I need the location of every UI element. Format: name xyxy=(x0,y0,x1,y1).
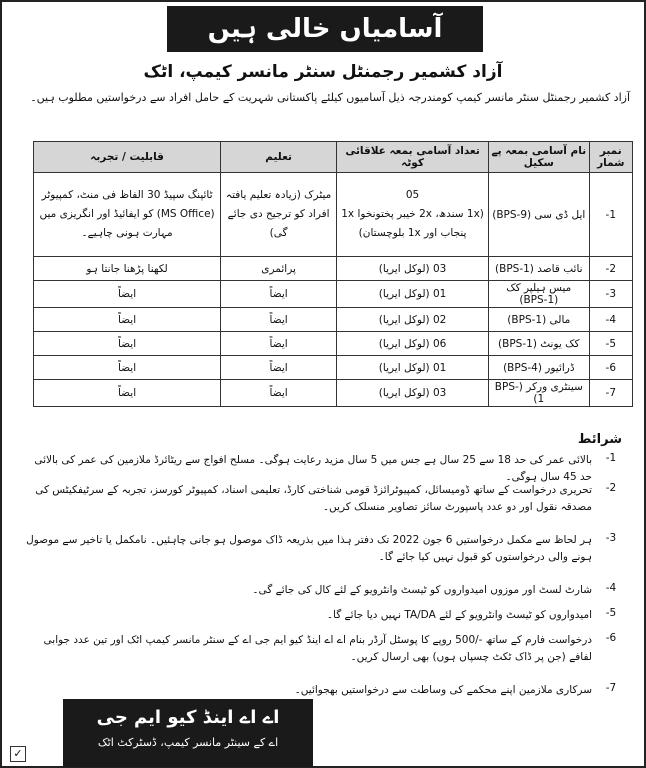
table-row xyxy=(34,257,633,281)
row-education: ایضاً xyxy=(221,380,337,407)
condition-item xyxy=(22,532,630,582)
table-row xyxy=(34,380,633,407)
row-education: میٹرک (زیادہ تعلیم یافتہ افراد کو ترجیح دی جائے گی) xyxy=(221,173,337,257)
footer-title: اے اے اینڈ کیو ایم جی xyxy=(96,707,280,728)
row-serial: -5 xyxy=(589,332,632,356)
row-education: ایضاً xyxy=(221,356,337,380)
vacancies-banner: آسامیاں خالی ہیں xyxy=(167,6,483,52)
row-post: مالی (BPS-1) xyxy=(489,308,590,332)
header-serial: نمبر شمار xyxy=(589,142,632,173)
condition-text: سرکاری ملازمین اپنے محکمے کی وساطت سے درخواستیں بھجوائیں۔ xyxy=(294,684,592,696)
footer-address: اے کے سینٹر مانسر کیمپ، ڈسٹرکٹ اٹک xyxy=(97,736,279,749)
condition-text: بالائی عمر کی حد 18 سے 25 سال ہے جس میں 5 سال مزید رعایت ہوگی۔ مسلح افواج سے ریٹائرڈ ملازمین کی عمر کی بالائی حد 45 سال ہوگی۔ xyxy=(34,454,592,483)
row-experience: ایضاً xyxy=(34,281,221,308)
row-serial: -1 xyxy=(589,173,632,257)
row-quantity: 03 (لوکل ایریا) xyxy=(337,257,489,281)
row-post: کک یونٹ (BPS-1) xyxy=(489,332,590,356)
row-quantity: 03 (لوکل ایریا) xyxy=(337,380,489,407)
condition-item xyxy=(22,632,630,682)
header-post: نام آسامی بمعہ پے سکیل xyxy=(489,142,590,173)
row-quantity: 01 (لوکل ایریا) xyxy=(337,281,489,308)
condition-text: شارٹ لسٹ اور موزوں امیدواروں کو ٹیسٹ وانٹرویو کے لئے کال کی جائے گی۔ xyxy=(252,584,592,596)
condition-text: درخواست فارم کے ساتھ -/500 روپے کا پوسٹل آرڈر بنام اے اے اینڈ کیو ایم جی اے کے سنٹر مانسر کیمپ اٹک اور تین عدد جوابی لفافے (جن پر ڈاک ٹکٹ چسپاں ہوں) بھی ارسال کریں۔ xyxy=(43,634,592,663)
condition-item xyxy=(22,482,630,532)
row-serial: -7 xyxy=(589,380,632,407)
footer-box xyxy=(63,699,313,767)
row-post: ایل ڈی سی (BPS-9) xyxy=(489,173,590,257)
row-post: نائب قاصد (BPS-1) xyxy=(489,257,590,281)
table-row xyxy=(34,356,633,380)
condition-number: -6 xyxy=(605,632,617,644)
conditions-list xyxy=(22,452,630,702)
condition-text: امیدواروں کو ٹیسٹ وانٹرویو کے لئے TA/DA نہیں دیا جائے گا۔ xyxy=(326,609,592,621)
row-experience: ایضاً xyxy=(34,356,221,380)
organization-title: آزاد کشمیر رجمنٹل سنٹر مانسر کیمپ، اٹک xyxy=(143,62,503,82)
row-experience: ٹائپنگ سپیڈ 30 الفاظ فی منٹ، کمپیوٹر (MS Office) کو ایفائیڈ اور انگریزی میں مہارت ہونی چاہیے۔ xyxy=(34,173,221,257)
row-quantity: 02 (لوکل ایریا) xyxy=(337,308,489,332)
checkmark-icon: ✓ xyxy=(10,746,26,762)
row-experience: ایضاً xyxy=(34,332,221,356)
condition-number: -3 xyxy=(605,532,617,544)
condition-number: -5 xyxy=(605,607,617,619)
header-experience: قابلیت / تجربہ xyxy=(34,142,221,173)
condition-item xyxy=(22,582,630,607)
row-education: ایضاً xyxy=(221,332,337,356)
condition-number: -1 xyxy=(605,452,617,464)
table-row xyxy=(34,308,633,332)
row-experience: ایضاً xyxy=(34,380,221,407)
row-education: پرائمری xyxy=(221,257,337,281)
row-quantity: 05 (1x سندھ، 2x خیبر پختونخوا 1x پنجاب اور 1x بلوچستان) xyxy=(337,173,489,257)
condition-number: -7 xyxy=(605,682,617,694)
row-post: سینٹری ورکر (BPS-1) xyxy=(489,380,590,407)
header-education: تعلیم xyxy=(221,142,337,173)
row-education: ایضاً xyxy=(221,308,337,332)
condition-item xyxy=(22,607,630,632)
row-serial: -3 xyxy=(589,281,632,308)
condition-text: تحریری درخواست کے ساتھ ڈومیسائل، کمپیوٹرائزڈ قومی شناختی کارڈ، تعلیمی اسناد، کمپیوٹر کورسز، تجربہ کے سرٹیفکیٹس کی مصدقہ نقول اور دو عدد پاسپورٹ سائز تصاویر منسلک کریں۔ xyxy=(35,484,592,513)
conditions-title: شرائط xyxy=(577,432,622,447)
row-experience: لکھنا پڑھنا جانتا ہو xyxy=(34,257,221,281)
condition-number: -2 xyxy=(605,482,617,494)
intro-text: آزاد کشمیر رجمنٹل سنٹر مانسر کیمپ کومندرجہ ذیل آسامیوں کیلئے پاکستانی شہریت کے حامل افراد سے درخواستیں مطلوب ہیں۔ xyxy=(30,91,630,104)
table-header-row xyxy=(34,142,633,173)
condition-number: -4 xyxy=(605,582,617,594)
table-row xyxy=(34,281,633,308)
table-row xyxy=(34,332,633,356)
row-post: میس ہیلپر کک (BPS-1) xyxy=(489,281,590,308)
table-row xyxy=(34,173,633,257)
row-serial: -6 xyxy=(589,356,632,380)
row-serial: -2 xyxy=(589,257,632,281)
row-quantity: 06 (لوکل ایریا) xyxy=(337,332,489,356)
condition-text: ہر لحاظ سے مکمل درخواستیں 6 جون 2022 تک دفتر ہذا میں بذریعہ ڈاک موصول ہو جانی چاہئیں۔ نامکمل یا تاخیر سے موصول ہونے والی درخواستوں کو قبول نہیں کیا جائے گا۔ xyxy=(26,534,592,563)
row-education: ایضاً xyxy=(221,281,337,308)
condition-item xyxy=(22,452,630,482)
row-serial: -4 xyxy=(589,308,632,332)
vacancy-table xyxy=(33,141,633,407)
header-quantity: تعداد آسامی بمعہ علاقائی کوٹہ xyxy=(337,142,489,173)
row-post: ڈرائیور (BPS-4) xyxy=(489,356,590,380)
row-quantity: 01 (لوکل ایریا) xyxy=(337,356,489,380)
row-experience: ایضاً xyxy=(34,308,221,332)
